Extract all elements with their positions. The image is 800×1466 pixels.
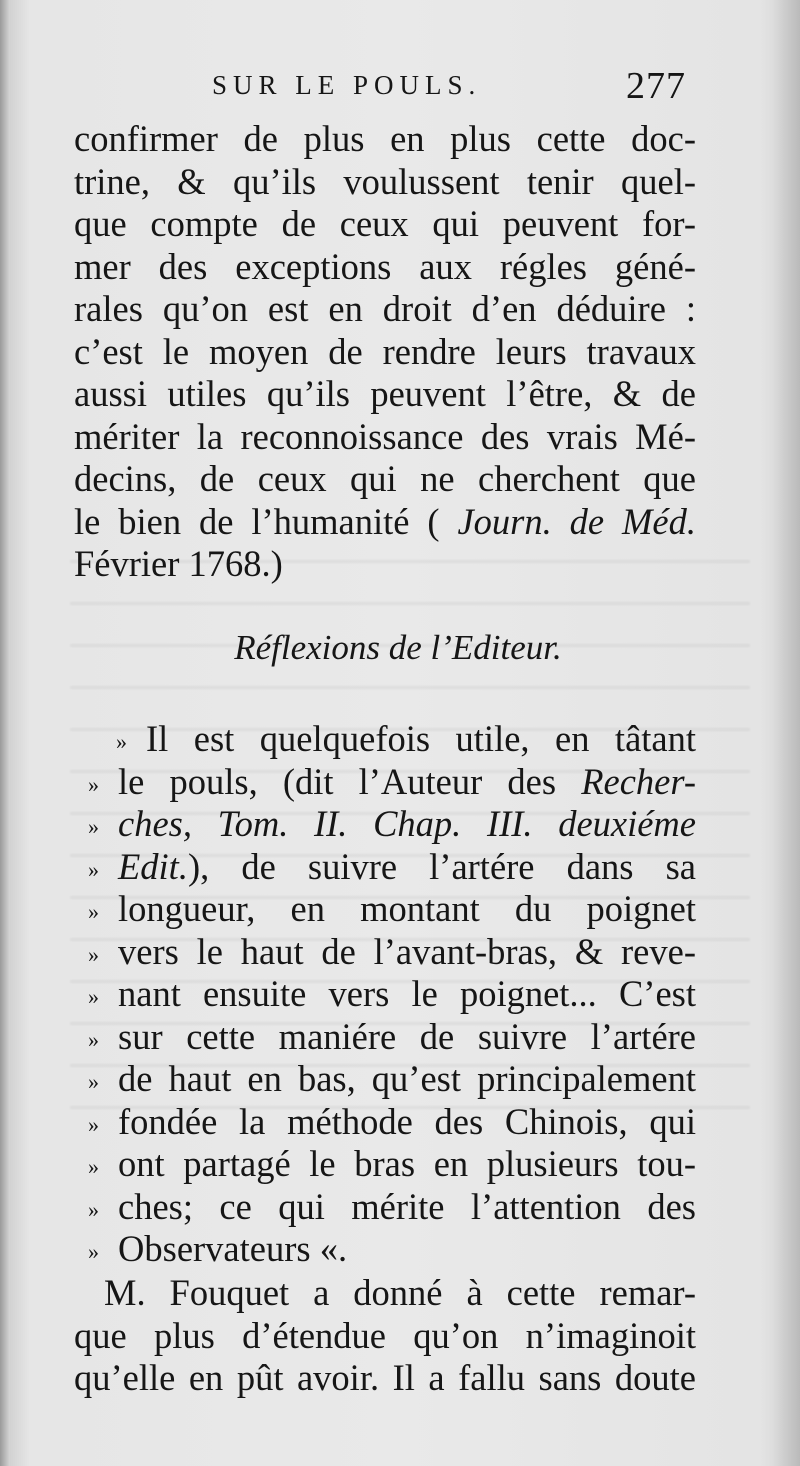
text-line-content: le pouls, (dit l’Auteur des Recher- [118,760,696,802]
text-line [88,761,696,804]
text-line: le bien de l’humanité ( Journ. de Méd. [74,500,696,542]
text-line [88,931,696,974]
text-line-content: sur cette maniére de suivre l’artére [118,1015,696,1057]
text-line: confirmer de plus en plus cette doc- [74,118,696,159]
text-line-content: Edit.), de suivre l’artére dans sa [118,845,696,887]
quote-mark: » [88,984,99,1010]
text-line: aussi utiles qu’ils peuvent l’être, & de [74,373,696,414]
text-line-content: ches; ce qui mérite l’attention des [118,1185,696,1227]
text-line: que compte de ceux qui peuvent for- [74,203,696,244]
text-line-content: ont partagé le bras en plusieurs tou- [118,1143,696,1184]
text-line [88,718,696,761]
text-line [88,1143,696,1186]
section-heading-text: Réflexions de l’Editeur. [234,628,562,667]
text-line [88,1058,696,1101]
text-line: M. Fouquet a donné à cette remar- [104,1272,696,1313]
running-title: SUR LE POULS. [212,70,482,100]
quote-mark: » [88,1069,99,1095]
text-line: mériter la reconnoissance des vrais Mé- [74,415,696,457]
section-heading [0,628,800,678]
page-number: 277 [626,65,686,107]
quote-mark: » [88,1196,99,1222]
quote-mark: » [88,1239,99,1265]
page-gutter-shadow [0,0,10,1466]
text-line [88,803,696,846]
quote-mark: » [88,814,99,840]
text-line-content: ches, Tom. II. Chap. III. deuxiéme [118,803,696,844]
quote-mark: » [88,856,99,882]
text-line: mer des exceptions aux régles géné- [74,245,696,287]
quote-mark: » [88,771,99,797]
paragraph-3 [74,1272,696,1400]
text-line-content: nant ensuite vers le poignet... C’est [118,973,696,1014]
text-line [88,1186,696,1229]
text-line [88,973,696,1016]
text-line-content: longueur, en montant du poignet [118,888,696,929]
text-line-content: Il est quelquefois utile, en tâtant [146,718,696,759]
text-line [88,888,696,931]
quote-mark: » [88,941,99,967]
paragraph-2-quote [88,718,696,1271]
text-line: decins, de ceux qui ne cherchent que [74,458,696,499]
text-line [88,846,696,889]
text-line-content: de haut en bas, qu’est principalement [118,1058,696,1099]
quote-mark: » [88,899,99,925]
text-line: Février 1768.) [74,543,283,584]
text-line [88,1101,696,1144]
text-line-content: vers le haut de l’avant-bras, & reve- [118,930,696,972]
page-header [0,64,800,114]
text-line: que plus d’étendue qu’on n’imaginoit [74,1314,696,1356]
quote-mark: » [88,1154,99,1180]
text-line-content: fondée la méthode des Chinois, qui [118,1100,696,1142]
text-line [88,1228,696,1271]
quote-mark: » [88,1111,99,1137]
page-edge-shadow [772,0,800,1466]
text-line: qu’elle en pût avoir. Il a fallu sans doute [74,1357,696,1398]
quote-mark: » [116,729,127,755]
text-line: c’est le moyen de rendre leurs travaux [74,330,696,372]
text-line: trine, & qu’ils voulussent tenir quel- [74,160,696,202]
text-line [88,1016,696,1059]
text-line-content: Observateurs «. [118,1228,348,1269]
text-line: rales qu’on est en droit d’en déduire : [74,288,696,329]
quote-mark: » [88,1026,99,1052]
paragraph-1 [74,118,696,586]
